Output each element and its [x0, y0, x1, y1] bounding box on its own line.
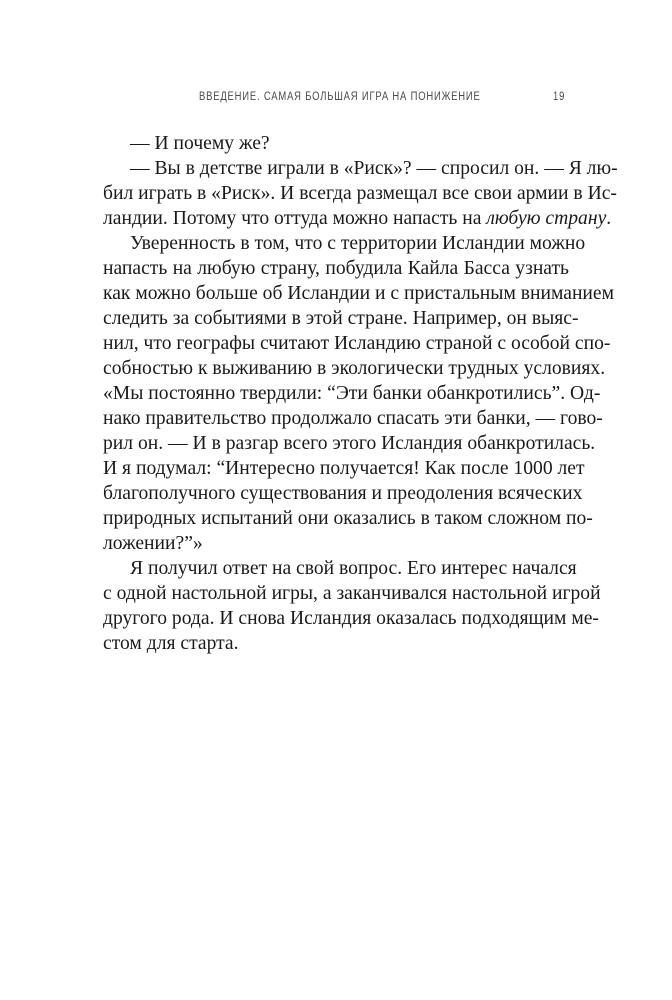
text-line: другого рода. И снова Исландия оказалась подходящим ме- [103, 608, 599, 629]
text-line: как можно больше об Исландии и с пристальным вниманием [103, 283, 615, 304]
text-line: — Вы в детстве играли в «Риск»? — спросил он. — Я лю- [130, 158, 618, 179]
text-line: — И почему же? [130, 133, 270, 154]
text-line: благополучного существования и преодоления всяческих [103, 483, 583, 504]
text-line: рил он. — И в разгар всего этого Исландия обанкротилась. [103, 433, 596, 454]
text-line: стом для старта. [103, 633, 239, 654]
text-line [103, 206, 612, 231]
text-line: следить за событиями в этой стране. Например, он выяс- [103, 308, 579, 329]
body-text [103, 131, 618, 656]
text-span: . [606, 208, 612, 229]
emphasis: любую страну [486, 208, 607, 229]
text-line: бил играть в «Риск». И всегда размещал все свои армии в Ис- [103, 183, 617, 204]
running-header [0, 91, 672, 107]
text-line: нако правительство продолжало спасать эти банки, — гово- [103, 408, 603, 429]
text-line: Уверенность в том, что с территории Исландии можно [130, 233, 586, 254]
text-line: И я подумал: “Интересно получается! Как после 1000 лет [103, 458, 585, 479]
text-line: нил, что географы считают Исландию страной с особой спо- [103, 333, 611, 354]
page-number: 19 [553, 91, 566, 103]
text-line: с одной настольной игры, а заканчивался настольной игрой [103, 583, 601, 604]
text-line: Я получил ответ на свой вопрос. Его интерес начался [130, 558, 577, 579]
text-line: природных испытаний они оказались в таком сложном по- [103, 508, 593, 529]
text-line: собностью к выживанию в экологически трудных условиях. [103, 358, 606, 379]
text-line: ложении?”» [103, 533, 203, 554]
text-line: напасть на любую страну, побудила Кайла Басса узнать [103, 258, 569, 279]
running-title: ВВЕДЕНИЕ. САМАЯ БОЛЬШАЯ ИГРА НА ПОНИЖЕНИЕ [199, 91, 481, 103]
text-span: ландии. Потому что оттуда можно напасть на [103, 208, 487, 229]
text-line: «Мы постоянно твердили: “Эти банки обанкротились”. Од- [103, 383, 601, 404]
